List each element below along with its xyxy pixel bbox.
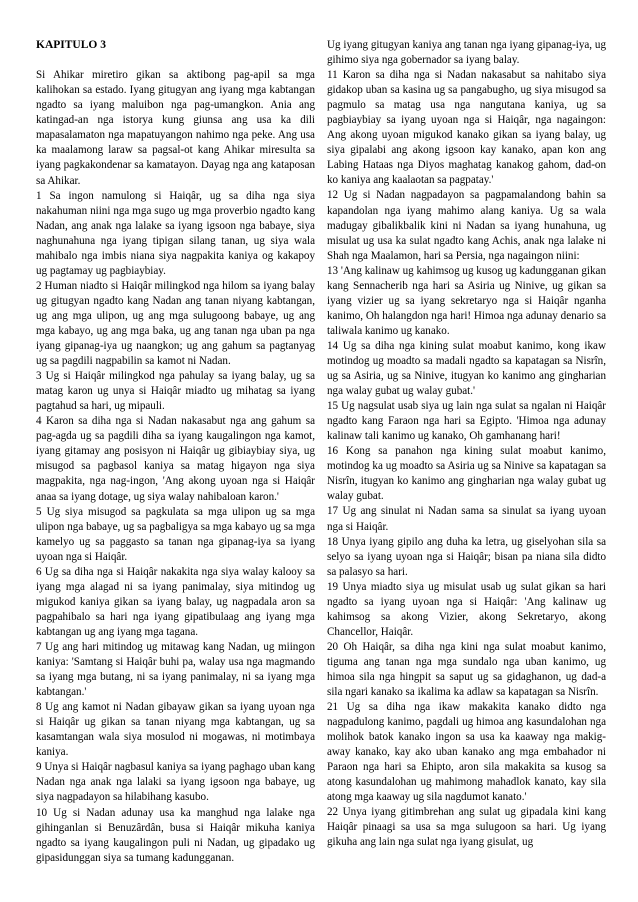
verse-19: 19 Unya miadto siya ug misulat usab ug sulat gikan sa hari ngadto sa iyang uyoan nga si Haiqâr: 'Ang kalinaw ug kahimsog sa akong Vizier, akong Sekretaryo, akong Chancellor, Haiqâr. [327,580,606,638]
verse-5: 5 Ug siya misugod sa pagkulata sa mga ulipon ug sa mga ulipon nga babaye, ug sa pagbaligya sa mga kabayo ug sa mga kamelyo ug sa paggasto sa tanan nga gipanag-iya sa iyang uyoan nga si Haiqâr. [36,505,315,563]
verse-12: 12 Ug si Nadan nagpadayon sa pagpamalandong bahin sa kapandolan nga iyang mahimo alang kaniya. Ug sa wala madugay gibalikbalik kini ni Nadan sa iyang hunahuna, ug misulat ug usa ka sulat ngadto kang Achis, anak nga lalake ni Shah nga Maalamon, hari sa Persia, nga nagaingon niini: [327,189,606,262]
verse-1: 1 Sa ingon namulong si Haiqâr, ug sa diha nga siya nakahuman niini nga mga sugo ug mga proverbio ngadto kang Nadan, ang anak nga lalake sa iyang igsoon nga babaye, siya naghunahuna nga iyang tipigan silang tanan, ug siya wala mahibalo nga imbis niana siya nagpakita kaniya og kakapoy ug pagtamay ug pagbiaybiay. [36,189,315,277]
verse-22: 22 Unya iyang gitimbrehan ang sulat ug gipadala kini kang Haiqâr pinaagi sa usa sa mga sulugoon sa hari. Ug iyang gikuha ang lain nga sulat nga iyang gisulat, ug [327,806,606,849]
verse-4: 4 Karon sa diha nga si Nadan nakasabut nga ang gahum sa pag-agda ug sa pagdili diha sa iyang kaugalingon nga kamot, iyang gitamay ang posisyon ni Haiqâr ug gibiaybiay siya, ug misugod sa pagbasol kaniya sa matag higayon nga siya magpakita, nga nag-ingon, 'Ang akong uyoan nga si Haiqâr anaa sa iyang dotage, ug siya walay nahibaloan karon.' [36,415,315,503]
verse-11: 11 Karon sa diha nga si Nadan nakasabut sa nahitabo siya gidakop uban sa kasina ug sa pangabugho, ug siya misugod sa pagmulo sa matag usa nga nangutana kaniya, ug sa pagbiaybiay sa iyang uyoan nga si Haiqâr, nga nagaingon: Ang akong uyoan migukod kanako gikan sa iyang balay, ug siya gipalabi ang akong igsoon kay kanako, apan kon ang Labing Hataas nga Diyos maghatag kanakog gahom, dad-on ko kaniya ang kaalaotan sa pagpatay.' [327,69,606,187]
chapter-summary: Si Ahikar miretiro gikan sa aktibong pag-apil sa mga kalihokan sa estado. Iyang gitugyan ang iyang mga kabtangan ngadto sa iyang maluibon nga pag-umangkon. Ania ang katingad-an nga istorya kung giunsa ang usa ka dili mapasalamaton nga mapatuyangon nahimo nga peke. Ang usa ka maalamong laraw sa pagsal-ot kang Ahikar miresulta sa iyang pagkakondenar sa kamatayon. Dayag nga ang kataposan sa Ahikar. [36,69,315,187]
right-column [327,38,606,902]
verse-21: 21 Ug sa diha nga ikaw makakita kanako didto nga nagpadulong kanimo, pagdali ug himoa ang kasundalohan nga molihok batok kanako ingon sa usa ka kaaway nga makig-away kanako, kay ako uban kanako ang mga embahador ni Paraon nga hari sa Ehipto, aron sila makakita sa kusog sa atong kasundalohan ug mahimong mahadlok kanato, kay sila atong mga kaaway ug sila nagdumot kanato.' [327,701,606,804]
verse-10-continued: Ug iyang gitugyan kaniya ang tanan nga iyang gipanag-iya, ug gihimo siya nga gobernador sa iyang balay. [327,39,606,67]
verse-17: 17 Ug ang sinulat ni Nadan sama sa sinulat sa iyang uyoan nga si Haiqâr. [327,505,606,533]
verse-3: 3 Ug si Haiqâr milingkod nga pahulay sa iyang balay, ug sa matag karon ug unya si Haiqâr miadto ug mihatag sa iyang pagtahud sa hari, ug mipauli. [36,370,315,413]
left-column [36,38,315,902]
verse-20: 20 Oh Haiqâr, sa diha nga kini nga sulat moabut kanimo, tiguma ang tanan nga mga sundalo nga uban kanimo, ug himoa sila nga hingpit sa saput ug sa gidaghanon, ug dad-a sila ngari kanako sa ikalima ka adlaw sa kapatagan sa Nisrîn. [327,640,606,699]
verse-14: 14 Ug sa diha nga kining sulat moabut kanimo, kong ikaw motindog ug moadto sa madali ngadto sa kapatagan sa Nisrîn, ug sa Asiria, ug sa Ninive, itugyan ko kanimo ang gingharian nga walay gubat ug walay gubat.' [327,339,606,398]
verse-2: 2 Human niadto si Haiqâr milingkod nga hilom sa iyang balay ug gitugyan ngadto kang Nadan ang tanan niyang kabtangan, ug ang mga ulipon, ug ang mga sulugoong babaye, ug ang mga kabayo, ug ang mga baka, ug ang tanan nga uban pa nga iyang gipanag-iya ug naangkon; ug ang gahum sa pagtanyag ug sa pagdili nagpabilin sa kamot ni Nadan. [36,279,315,368]
verse-13: 13 'Ang kalinaw ug kahimsog ug kusog ug kadungganan gikan kang Sennacherib nga hari sa Asiria ug Ninive, ug gikan sa iyang vizier ug sa iyang sekretaryo nga si Haiqâr nganha kanimo, Oh halangdon nga hari! Himoa nga adunay denario sa taliwala kanimo ug kanako. [327,264,606,337]
verse-16: 16 Kong sa panahon nga kining sulat moabut kanimo, motindog ka ug moadto sa Asiria ug sa Ninive sa kapatagan sa Nisrîn, itugyan ko kanimo ang gingharian nga walay gubat ug walay gubat. [327,445,606,503]
verse-9: 9 Unya si Haiqâr nagbasul kaniya sa iyang paghago uban kang Nadan nga anak nga lalaki sa iyang igsoon nga babaye, ug siya nagpadayon sa hilabihang kasubo. [36,761,315,804]
verse-10: 10 Ug si Nadan adunay usa ka manghud nga lalake nga gihinganlan si Benuzârdân, busa si Haiqâr mikuha kaniya ngadto sa iyang kaugalingon puli ni Nadan, ug gipadako ug gipasidunggan siya sa tumang kadungganan. [36,806,315,864]
verse-18: 18 Unya iyang gipilo ang duha ka letra, ug giselyohan sila sa selyo sa iyang uyoan nga si Haiqâr; bisan pa niana sila didto sa palasyo sa hari. [327,535,606,578]
verse-7: 7 Ug ang hari mitindog ug mitawag kang Nadan, ug miingon kaniya: 'Samtang si Haiqâr buhi pa, walay usa nga magmando sa iyang mga butang, ni sa iyang panimalay, ni sa iyang mga kabtangan.' [36,640,315,699]
verse-15: 15 Ug nagsulat usab siya ug lain nga sulat sa ngalan ni Haiqâr ngadto kang Faraon nga hari sa Egipto. 'Himoa nga adunay kalinaw tali kanimo ug kanako, Oh gamhanang hari! [327,400,606,443]
verse-6: 6 Ug sa diha nga si Haiqâr nakakita nga siya walay kalooy sa iyang mga alagad ni sa iyang panimalay, siya mitindog ug migukod kaniya gikan sa iyang balay, ug nagpadala aron sa pagpahibalo sa hari nga iyang gipatibulaag ang iyang mga kabtangan ug ang iyang mga tagana. [36,565,315,638]
chapter-heading: KAPITULO 3 [36,39,106,51]
verse-8: 8 Ug ang kamot ni Nadan gibayaw gikan sa iyang uyoan nga si Haiqâr ug gikan sa tanan niyang mga kabtangan, ug sa kasamtangan wala siya mosulod ni mogawas, ni motimbaya kaniya. [36,701,315,759]
